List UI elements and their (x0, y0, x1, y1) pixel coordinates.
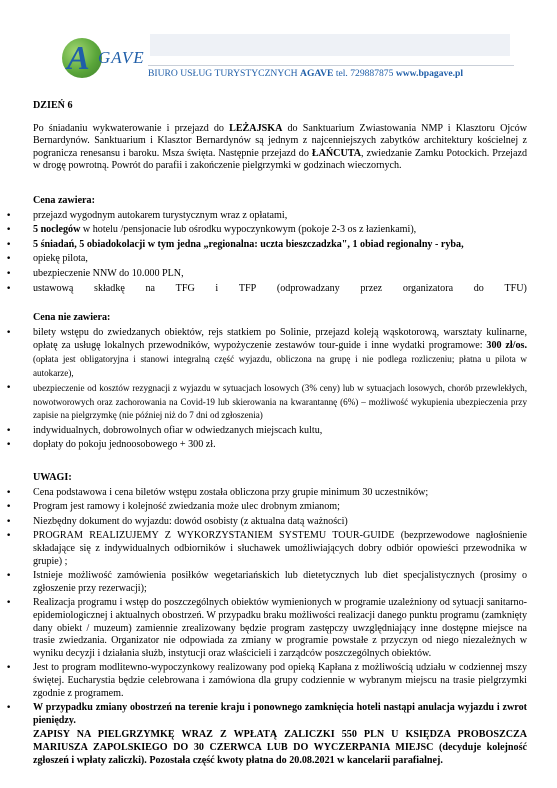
logo-text: GAVE (98, 48, 145, 67)
text-run: Jest to program modlitewno-wypoczynkowy realizowany pod opieką Kapłana z możliwością udziału w codziennej mszy świętej. Eucharystia będzie celebrowana i zamówiona dla grupy codziennie w wybranym miejscu na trasie pielgrzymki zgodnie z programem. (33, 662, 527, 699)
text-run: Niezbędny dokument do wyjazdu: dowód osobisty (z aktualna datą ważności) (33, 515, 348, 527)
note-item (33, 487, 527, 500)
excludes-title: Cena nie zawiera: (33, 312, 111, 324)
phone-number: tel. 729887875 (335, 68, 394, 79)
text-run: indywidualnych, dobrowolnych ofiar w odwiedzanych miejscach kultu, (33, 424, 323, 436)
registration-note: ZAPISY NA PIELGRZYMKĘ WRAZ Z WPŁATĄ ZALICZKI 550 PLN U KSIĘDZA PROBOSZCZA MARIUSZA ZAPOLSKIEGO DO 30 CZERWCA LUB DO WYCZERPANIA MIEJSC (decyduje kolejność zgłoszeń i wpłaty zaliczki). Pozostała część kwoty płatna do 20.08.2021 w kancelarii parafialnej. (33, 729, 527, 766)
notes-title: UWAGI: (33, 472, 72, 484)
text-run: PROGRAM REALIZUJEMY Z WYKORZYSTANIEM SYSTEMU TOUR-GUIDE (bezprzewodowe nagłośnienie składające się z indywidualnych odbiorników i słuchawek umożliwiających dobry odbiór opowieści przewodnika w grupie) ; (33, 530, 527, 567)
text-run: Po śniadaniu wykwaterowanie i przejazd do (33, 122, 230, 134)
header-band (150, 34, 510, 56)
includes-item (33, 253, 527, 266)
text-run: opiekę pilota, (33, 253, 88, 265)
note-item (33, 516, 527, 529)
word: organizatora (402, 282, 454, 294)
document-body (33, 100, 527, 767)
includes-list (33, 210, 527, 296)
excludes-item (33, 439, 527, 452)
text-run: W przypadku zmiany obostrzeń na terenie kraju i ponownego zamknięcia hoteli nastąpi anulacja wyjazdu i zwrot pieniędzy. (33, 702, 527, 726)
text-run: bilety wstępu do zwiedzanych obiektów, rejs statkiem po Solinie, przejazd koleją wąskotorową, warsztaty kulinarne, opłatę za usługę lokalnych przewodników, wypożyczenie zestawów tour-guide i inne wydatki programowe: (33, 326, 527, 352)
text-run: 5 śniadań, 5 obiadokolacji w tym jedna „regionalna: uczta bieszczadzka", 1 obiad regionalny - ryba, (33, 238, 464, 250)
text-run: ubezpieczenie od kosztów rezygnacji z wyjazdu w sytuacjach losowych (3% ceny) lub w sytuacjach losowych, chorób przewlekłych, nowotworowych oraz zachorowania na Covid-19 lub skierowania na kwarantannę (6%) – możliwość wykupienia ubezpieczenia przy zapisie na pielgrzymkę (nie później niż do 7 dni od zgłoszenia) (33, 383, 527, 421)
includes-item (33, 210, 527, 223)
note-item (33, 662, 527, 700)
word: (odprowadzany (276, 282, 340, 294)
text-run: Program jest ramowy i kolejność zwiedzania może ulec drobnym zmianom; (33, 501, 340, 513)
notes-list (33, 487, 527, 728)
text-run: 300 zł/os. (486, 340, 527, 352)
includes-item (33, 283, 527, 296)
text-run: ubezpieczenie NNW do 10.000 PLN, (33, 267, 184, 279)
office-name: BIURO USŁUG TURYSTYCZNYCH (148, 68, 298, 79)
includes-item (33, 268, 527, 281)
note-item (33, 570, 527, 595)
text-run: 5 noclegów (33, 224, 81, 236)
header-contact (148, 68, 463, 79)
note-item (33, 702, 527, 727)
header-divider (148, 65, 514, 66)
justified-line (33, 283, 527, 296)
logo-letter: A (67, 40, 90, 77)
text-run: , zwiedzanie Zamku Potockich. Przejazd w drogę powrotną. Powrót do parafii i zakończenie pielgrzymki w godzinach wieczornych. (33, 147, 527, 172)
letterhead (30, 28, 530, 83)
text-run: w hotelu /pensjonacie lub ośrodku wypoczynkowym (pokoje 2-3 os z łazienkami), (80, 224, 417, 236)
text-run: Cena podstawowa i cena biletów wstępu została obliczona przy grupie minimum 30 uczestników; (33, 486, 429, 498)
day-description (33, 123, 527, 173)
text-run: ŁAŃCUTA (311, 147, 362, 159)
text-run: Realizacja programu i wstęp do poszczególnych obiektów wymienionych w programie uzależniony od sytuacji sanitarno-epidemiologicznej i aktualnych obostrzeń. W przypadku braku możliwości realizacji danego punktu programu (zamknięty dany obiekt / muzeum) zamiennie zrealizowany będzie program zastępczy uwzględniający inne dostępne miejsce na trasie zwiedzania. Organizator nie odpowiada za zmiany w programie powstałe z przyczyn od niego niezależnych w wyniku decyzji i działania służb, instytucji oraz właścicieli i zarządców poszczególnych obiektów. (33, 597, 527, 659)
day-title: DZIEŃ 6 (33, 100, 73, 111)
note-item (33, 597, 527, 660)
word: do (473, 282, 484, 294)
website-link[interactable]: www.bpagave.pl (395, 68, 463, 79)
includes-title: Cena zawiera: (33, 194, 95, 206)
text-run: Istnieje możliwość zamówienia posiłków wegetariańskich lub dietetycznych lub diet specjalistycznych (prosimy o zgłoszenie przy rezerwacji); (33, 570, 527, 594)
includes-item (33, 239, 527, 252)
text-run: do Sanktuarium Zwiastowania NMP i Klasztoru Ojców Bernardynów. Sanktuarium i Klasztor Bernardynów są jednym z najcenniejszych zabytków architektury kościelnej z pogranicza renesansu i baroku. Msza święta. Następnie przejazd do (33, 122, 527, 159)
word: i (215, 282, 219, 294)
word: przez (360, 282, 383, 294)
note-item (33, 501, 527, 514)
text-run: przejazd wygodnym autokarem turystycznym wraz z opłatami, (33, 209, 288, 221)
excludes-item (33, 382, 527, 423)
excludes-list (33, 327, 527, 452)
text-run: (opłata jest obligatoryjna i stanowi integralną część wyjazdu, obliczona na grupę i nie podlega rozliczeniu; płatna u pilota w autokarze), (33, 353, 527, 378)
word: TFP (238, 282, 257, 294)
note-item (33, 530, 527, 568)
word: TFG (175, 282, 195, 294)
word: • ustawową (33, 282, 74, 294)
word: składkę (94, 282, 125, 294)
word: na (145, 282, 156, 294)
excludes-item (33, 327, 527, 380)
word: TFU) (504, 282, 527, 294)
text-run: dopłaty do pokoju jednoosobowego + 300 zł. (33, 439, 216, 451)
text-run: LEŻAJSKA (229, 122, 283, 134)
excludes-item (33, 425, 527, 438)
brand-name: AGAVE (300, 68, 334, 79)
includes-item (33, 224, 527, 237)
